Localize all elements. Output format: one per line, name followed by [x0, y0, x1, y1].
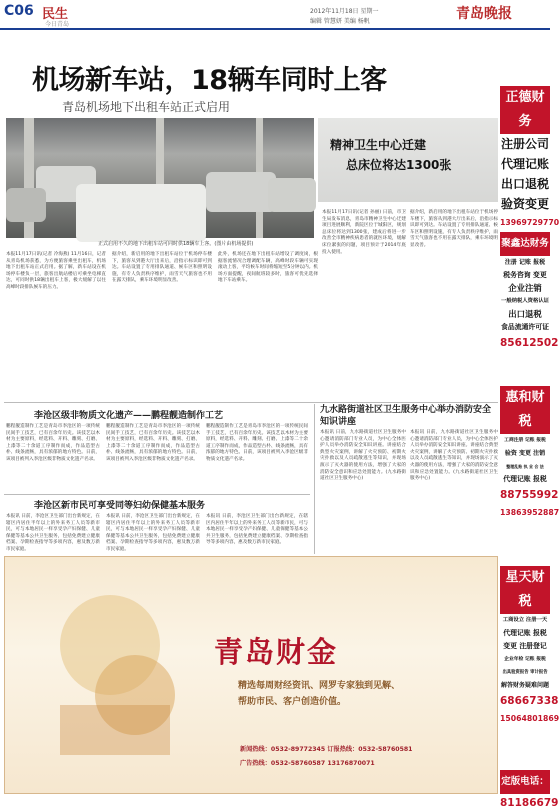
classified-ad-line: 出具验资报告 审计报告 [502, 670, 548, 675]
classified-ad-title: 定版电话： [500, 770, 550, 794]
classified-ad-line: 注册 记账 报税 [504, 259, 546, 266]
main-body-col2: 据介绍，新启用的地下出租车站位于机场停车楼下，旅客从到港大厅出来后，沿指示标识即可到达。车站设置了专用排队通道、候车区和照明设施，有专人负责秩序维护，雨雪天气旅客也不用在露天排队，乘车环境明显改善。 [112, 252, 212, 284]
classified-ad-line: 验资变更 [500, 197, 549, 211]
classified-ad-line: 代理记账 报税 [503, 629, 547, 637]
classified-ad-title: 星天财税 [500, 566, 550, 614]
classified-ad-line: 验资 变更 注销 [504, 450, 546, 457]
ad-phone-line2: 广告热线：0532-58760587 13176870071 [240, 760, 375, 767]
story-body-heritage-col1: 鹏程靓造制作工艺是青岛市李沧区的一项传统民间手工技艺，已有百余年历史。该技艺以木材为主要原料，经选料、开料、雕刻、打磨、上漆等二十余道工序制作而成，作品造型古朴、线条流畅，具有浓郁的地方特色。日前，该项目被列入李沧区级非物质文化遗产名录。 [6, 424, 100, 462]
ad-slogan-line2: 帮助市民、客户创造价值。 [238, 697, 347, 707]
ad-title: 青岛财金 [214, 635, 339, 669]
ad-slogan-line1: 精选每周财经资讯、网罗专家独到见解、 [238, 681, 401, 691]
classified-ad-line: 税务咨询 变更 [503, 271, 547, 279]
story-body-fire-col1: 本报讯 日前，九水路街道社区卫生服务中心邀请消防部门专业人员，为中心全体医护人员举办消防安全知识讲座。讲座结合典型火灾案例，讲解了火灾预防、初期火灾扑救以及人员疏散逃生等知识，并现场演示了灭火器的使用方法，增强了大家的消防安全意识和应急处置能力。(九水路街道社区卫生服务中心) [320, 430, 406, 482]
classified-ad-phone: 15064801869 [500, 714, 559, 723]
taxi-station-photo [6, 118, 314, 238]
classified-ad-line: 代理记账 [500, 157, 549, 171]
section-name: 民生 [42, 7, 69, 22]
story-body-fire-col2: 本报讯 日前，九水路街道社区卫生服务中心邀请消防部门专业人员，为中心全体医护人员举办消防安全知识讲座。讲座结合典型火灾案例，讲解了火灾预防、初期火灾扑救以及人员疏散逃生等知识，并现场演示了灭火器的使用方法，增强了大家的消防安全意识和应急处置能力。(九水路街道社区卫生服务中心) [410, 430, 498, 482]
classified-ad-line: 解答财务疑难问题 [500, 682, 549, 689]
main-subhead: 青岛机场地下出租车站正式启用 [62, 100, 231, 114]
story-body-citizens-col1: 本报讯 日前，李沧区卫生部门出台新规定，在辖区内居住半年以上的外来务工人员等新市民，可与本地居民一样享受孕产妇保健、儿童保健等基本公共卫生服务，包括免费建立健康档案、孕期检查指导等多项内容，惠及数万新市民家庭。 [6, 514, 100, 552]
classified-ad-line: 出口退税 [500, 177, 549, 191]
kicker-body-col1: 本报11月17日讯(记者 孙丽) 日前，市卫生局发布消息，青岛市精神卫生中心迁建项目进展顺利，新院区位于城阳区，规划总床位将达到1300张，建成后将进一步改善全市精神疾病患者的就医环境，缓解床位紧张的问题，项目预计于2014年底投入使用。 [322, 210, 406, 255]
classified-ad-line: 整理乱账 执 业 合 法 [506, 464, 544, 469]
classified-ad-phone: 13969729770 [500, 218, 559, 227]
classified-ad-line: 企业年检 记账 报税 [504, 657, 546, 662]
story-body-citizens-col2: 本报讯 日前，李沧区卫生部门出台新规定，在辖区内居住半年以上的外来务工人员等新市民，可与本地居民一样享受孕产妇保健、儿童保健等基本公共卫生服务，包括免费建立健康档案、孕期检查指导等多项内容，惠及数万新市民家庭。 [106, 514, 200, 552]
story-title-new-citizens: 李沧区新市民可享受同等妇幼保健基本服务 [34, 501, 206, 511]
classified-ad-phone: 13863952887 [500, 508, 559, 517]
classified-ad-phone: 81186679 [500, 797, 559, 809]
classified-ad-phone: 88755992 [500, 489, 559, 501]
classified-ad-line: 食品流通许可证 [501, 323, 549, 331]
classified-ad-line: 代理记账 报税 [503, 475, 547, 483]
section-divider [4, 402, 498, 403]
story-title-intangible-heritage: 李沧区级非物质文化遗产——鹏程靓造制作工艺 [34, 411, 224, 421]
photo-caption: 正式启用不久的地下出租车站可同时供18辆车上客。(图片由机场提供) [98, 241, 254, 247]
kicker-body-col2: 据介绍，新启用的地下出租车站位于机场停车楼下，旅客从到港大厅出来后，沿指示标识即可到达。车站设置了专用排队通道、候车区和照明设施，有专人负责秩序维护，雨雪天气旅客也不用在露天排队，乘车环境明显改善。 [410, 210, 498, 248]
classified-ad-4 [500, 770, 559, 812]
ad-decorative-art [40, 575, 190, 775]
classified-ad-phone: 68667338 [500, 695, 559, 707]
classified-ad-title: 正德财务 [500, 86, 550, 134]
story-title-fire-safety: 九水路街道社区卫生服务中心举办消防安全知识讲座 [320, 405, 492, 427]
story-body-heritage-col2: 鹏程靓造制作工艺是青岛市李沧区的一项传统民间手工技艺，已有百余年历史。该技艺以木材为主要原料，经选料、开料、雕刻、打磨、上漆等二十余道工序制作而成，作品造型古朴、线条流畅，具有浓郁的地方特色。日前，该项目被列入李沧区级非物质文化遗产名录。 [106, 424, 200, 462]
kicker-headline-line1: 精神卫生中心迁建 [330, 138, 427, 152]
classified-ad-1 [500, 232, 559, 352]
classified-ad-phone: 85612502 [500, 337, 559, 349]
classified-ad-line: 一般纳税人资格认证 [501, 298, 549, 304]
classified-ad-3 [500, 566, 559, 728]
main-body-col1: 本报11月17日讯(记者 冷海燕) 11月16日，记者从青岛机场获悉，为方便旅客乘坐出租车，机场地下出租车站正式启用。据了解，新车站设在机场停车楼负一层，旅客出航站楼后可乘坐电梯直达，可同时供18辆出租车上客，极大缓解了以往高峰时段排队候车的压力。 [6, 252, 106, 290]
story-divider [4, 494, 310, 495]
classified-ad-line: 变更 注册登记 [503, 642, 547, 650]
classified-ad-line: 企业注销 [508, 283, 542, 293]
section-sub: 今日青岛 [45, 21, 70, 28]
classified-ad-line: 工商设立 注册一天 [502, 617, 548, 623]
editor-credit: 编辑 管慧妍 美编 杨帆 [310, 18, 370, 25]
classified-ad-line: 注册公司 [500, 137, 549, 151]
page-number: C06 [4, 3, 34, 19]
paper-logo: 青岛晚报 [456, 6, 512, 22]
classified-ad-0 [500, 86, 559, 232]
story-body-citizens-col3: 本报讯 日前，李沧区卫生部门出台新规定，在辖区内居住半年以上的外来务工人员等新市民，可与本地居民一样享受孕产妇保健、儿童保健等基本公共卫生服务，包括免费建立健康档案、孕期检查指导等多项内容，惠及数万新市民家庭。 [206, 514, 308, 546]
ad-phone-line1: 新闻热线：0532-89772345 订报热线：0532-58760581 [240, 746, 413, 753]
issue-date: 2012年11月18日 星期一 [310, 8, 379, 15]
classified-ad-title: 惠和财税 [500, 386, 550, 434]
classified-ad-title: 聚鑫达财务 [500, 232, 550, 256]
classified-ad-line: 出口退税 [508, 309, 542, 319]
classified-ad-line: 工商注册 记账 报税 [504, 438, 546, 443]
main-body-col3: 此外，机场还在地下出租车站增设了调度岗，根据客流情况合理调配车辆，高峰时段车辆可实现滚动上客，平均候车时间将缩短至5分钟以内。机场方面提醒，夜间航班较多时，旅客可优先选择地下车站乘车。 [218, 252, 318, 284]
classified-ad-2 [500, 386, 559, 522]
page-header [0, 0, 550, 30]
main-headline: 机场新车站，18辆车同时上客 [32, 65, 387, 96]
column-divider [314, 404, 315, 554]
story-body-heritage-col3: 鹏程靓造制作工艺是青岛市李沧区的一项传统民间手工技艺，已有百余年历史。该技艺以木材为主要原料，经选料、开料、雕刻、打磨、上漆等二十余道工序制作而成，作品造型古朴、线条流畅，具有浓郁的地方特色。日前，该项目被列入李沧区级非物质文化遗产名录。 [206, 424, 308, 462]
kicker-headline-line2: 总床位将达1300张 [346, 158, 452, 172]
